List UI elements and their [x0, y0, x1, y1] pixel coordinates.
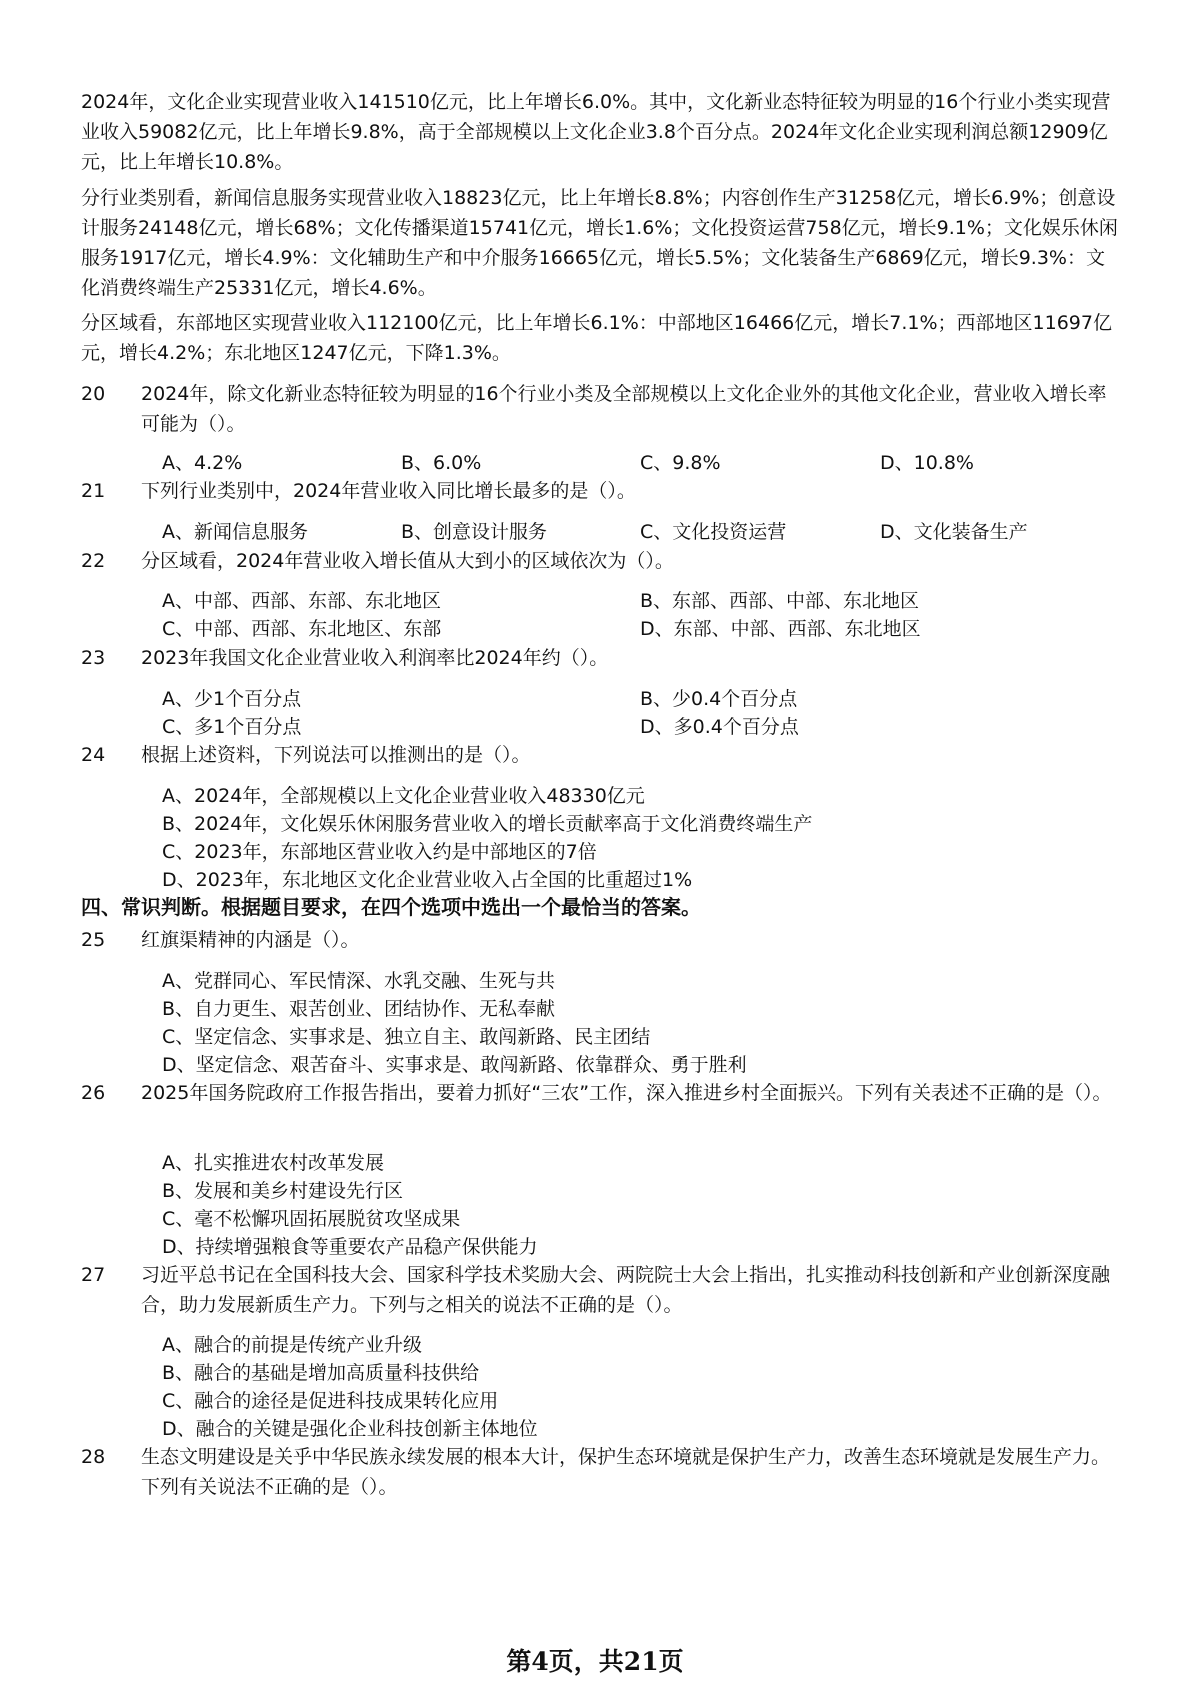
question-text: 下列行业类别中，2024年营业收入同比增长最多的是（）。: [141, 480, 636, 502]
option-d[interactable]: D、多0.4个百分点: [640, 716, 799, 738]
option-d[interactable]: D、东部、中部、西部、东北地区: [640, 618, 921, 640]
option-d[interactable]: D、坚定信念、艰苦奋斗、实事求是、敢闯新路、依靠群众、勇于胜利: [162, 1054, 747, 1076]
question-text: 2023年我国文化企业营业收入利润率比2024年约（）。: [141, 647, 609, 669]
question-number: 27: [81, 1264, 106, 1286]
question-text: 生态文明建设是关乎中华民族永续发展的根本大计，保护生态环境就是保护生产力，改善生态环境就是发展生产力。下列有关说法不正确的是（）。: [141, 1446, 1111, 1498]
option-d[interactable]: D、10.8%: [880, 452, 974, 474]
option-b[interactable]: B、6.0%: [401, 452, 482, 474]
question-number: 23: [81, 647, 106, 669]
option-d[interactable]: D、持续增强粮食等重要农产品稳产保供能力: [162, 1236, 538, 1258]
passage-paragraph-3: 分区域看，东部地区实现营业收入112100亿元，比上年增长6.1%：中部地区16466亿元，增长7.1%；西部地区11697亿元，增长4.2%；东北地区1247亿元，下降1.3%。: [81, 312, 1112, 364]
option-a[interactable]: A、4.2%: [162, 452, 243, 474]
question-number: 26: [81, 1082, 106, 1104]
option-a[interactable]: A、2024年，全部规模以上文化企业营业收入48330亿元: [162, 785, 645, 807]
question-text: 2024年，除文化新业态特征较为明显的16个行业小类及全部规模以上文化企业外的其他文化企业，营业收入增长率可能为（）。: [141, 383, 1107, 435]
option-a[interactable]: A、中部、西部、东部、东北地区: [162, 590, 441, 612]
option-b[interactable]: B、2024年，文化娱乐休闲服务营业收入的增长贡献率高于文化消费终端生产: [162, 813, 813, 835]
option-c[interactable]: C、中部、西部、东北地区、东部: [162, 618, 442, 640]
option-a[interactable]: A、新闻信息服务: [162, 521, 308, 543]
option-b[interactable]: B、创意设计服务: [401, 521, 548, 543]
page-number-footer: 第4页，共21页: [506, 1647, 684, 1676]
question-number: 20: [81, 383, 106, 405]
option-b[interactable]: B、自力更生、艰苦创业、团结协作、无私奉献: [162, 998, 556, 1020]
option-c[interactable]: C、9.8%: [640, 452, 721, 474]
option-b[interactable]: B、少0.4个百分点: [640, 688, 798, 710]
option-d[interactable]: D、文化装备生产: [880, 521, 1028, 543]
question-number: 25: [81, 929, 106, 951]
option-c[interactable]: C、文化投资运营: [640, 521, 787, 543]
option-c[interactable]: C、坚定信念、实事求是、独立自主、敢闯新路、民主团结: [162, 1026, 651, 1048]
question-number: 28: [81, 1446, 106, 1468]
option-a[interactable]: A、少1个百分点: [162, 688, 302, 710]
question-text: 根据上述资料，下列说法可以推测出的是（）。: [141, 744, 531, 766]
question-text: 2025年国务院政府工作报告指出，要着力抓好“三农”工作，深入推进乡村全面振兴。下列有关表述不正确的是（）。: [141, 1082, 1112, 1104]
question-text: 分区域看，2024年营业收入增长值从大到小的区域依次为（）。: [141, 550, 674, 572]
option-b[interactable]: B、东部、西部、中部、东北地区: [640, 590, 920, 612]
passage-paragraph-1: 2024年，文化企业实现营业收入141510亿元，比上年增长6.0%。其中，文化新业态特征较为明显的16个行业小类实现营业收入59082亿元，比上年增长9.8%，高于全部规模以上文化企业3.8个百分点。2024年文化企业实现利润总额12909亿元，比上年增长10.8%。: [81, 91, 1111, 173]
question-number: 24: [81, 744, 106, 766]
option-b[interactable]: B、融合的基础是增加高质量科技供给: [162, 1362, 480, 1384]
option-a[interactable]: A、党群同心、军民情深、水乳交融、生死与共: [162, 970, 555, 992]
option-c[interactable]: C、融合的途径是促进科技成果转化应用: [162, 1390, 499, 1412]
question-text: 习近平总书记在全国科技大会、国家科学技术奖励大会、两院院士大会上指出，扎实推动科技创新和产业创新深度融合，助力发展新质生产力。下列与之相关的说法不正确的是（）。: [141, 1264, 1111, 1316]
option-a[interactable]: A、扎实推进农村改革发展: [162, 1152, 384, 1174]
question-number: 22: [81, 550, 106, 572]
option-c[interactable]: C、2023年，东部地区营业收入约是中部地区的7倍: [162, 841, 597, 863]
question-number: 21: [81, 480, 106, 502]
option-c[interactable]: C、毫不松懈巩固拓展脱贫攻坚成果: [162, 1208, 461, 1230]
option-d[interactable]: D、融合的关键是强化企业科技创新主体地位: [162, 1418, 538, 1440]
option-d[interactable]: D、2023年，东北地区文化企业营业收入占全国的比重超过1%: [162, 869, 693, 891]
passage-paragraph-2: 分行业类别看，新闻信息服务实现营业收入18823亿元，比上年增长8.8%；内容创作生产31258亿元，增长6.9%；创意设计服务24148亿元，增长68%；文化传播渠道15741亿元，增长1.6%；文化投资运营758亿元，增长9.1%；文化娱乐休闲服务1917亿元，增长4.9%：文化辅助生产和中介服务16665亿元，增长5.5%；文化装备生产6869亿元，增长9.3%：文化消费终端生产25331亿元，增长4.6%。: [81, 187, 1118, 299]
option-c[interactable]: C、多1个百分点: [162, 716, 302, 738]
question-text: 红旗渠精神的内涵是（）。: [141, 929, 360, 951]
section-heading: 四、常识判断。根据题目要求，在四个选项中选出一个最恰当的答案。: [81, 895, 701, 919]
option-b[interactable]: B、发展和美乡村建设先行区: [162, 1180, 404, 1202]
option-a[interactable]: A、融合的前提是传统产业升级: [162, 1334, 422, 1356]
